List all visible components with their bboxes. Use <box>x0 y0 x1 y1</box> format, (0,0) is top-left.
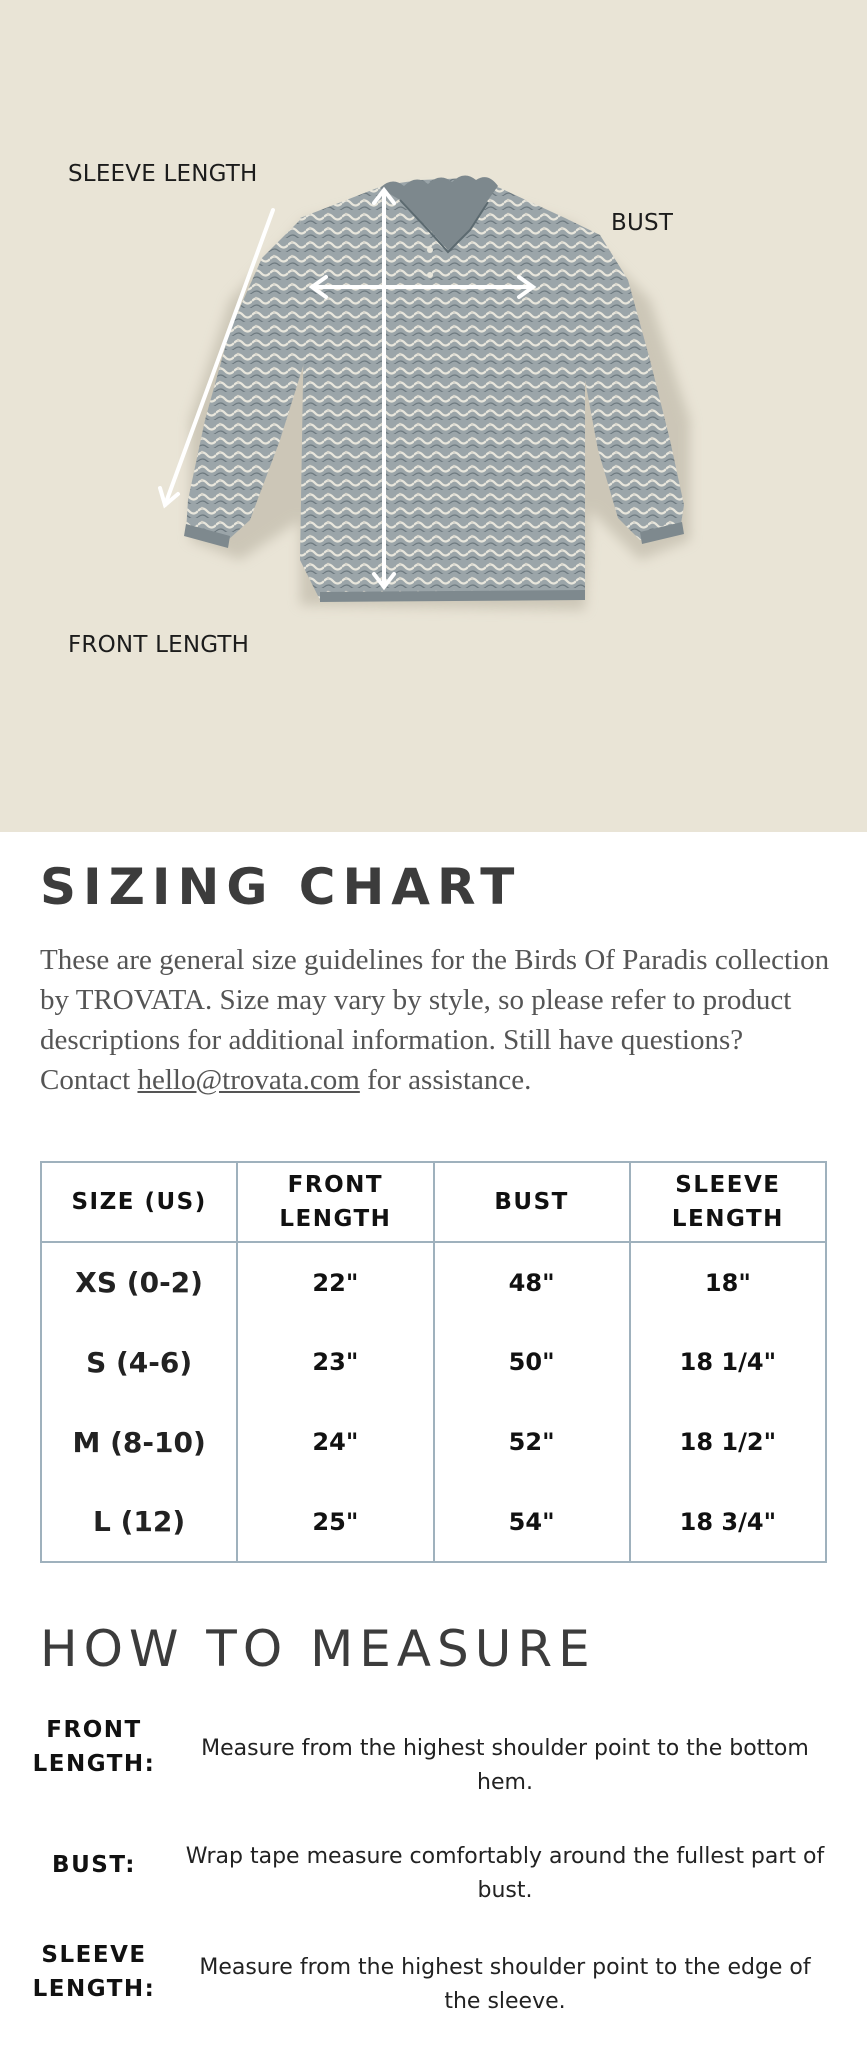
measure-description: Measure from the highest shoulder point to the bottom hem. <box>201 1736 809 1795</box>
sleeve-length-label: SLEEVE LENGTH <box>68 161 258 187</box>
measure-term-line2: LENGTH: <box>32 1976 156 2002</box>
bust-cell: 48" <box>434 1242 630 1322</box>
measure-description: Measure from the highest shoulder point to the edge of the sleeve. <box>199 1955 811 2014</box>
measure-term-line1: FRONT <box>46 1717 142 1743</box>
measure-description: Wrap tape measure comfortably around the fullest part of bust. <box>185 1844 825 1903</box>
table-row <box>41 1242 826 1322</box>
sleeve-length-cell: 18 3/4" <box>630 1482 826 1562</box>
measure-term-line1: SLEEVE <box>41 1942 147 1968</box>
size-cell: S (4-6) <box>41 1322 237 1402</box>
front-length-cell: 22" <box>237 1242 433 1322</box>
size-cell: XS (0-2) <box>41 1242 237 1322</box>
header-size: SIZE (US) <box>41 1162 237 1242</box>
bust-cell: 52" <box>434 1402 630 1482</box>
intro-paragraph <box>40 940 840 1100</box>
sizing-chart-title: SIZING CHART <box>40 858 522 916</box>
intro-text: These are general size guidelines for the Birds Of Paradis collection by TROVATA. Size may vary by style, so please refer to product descriptions for additional information. Still have questions? Contact <box>40 944 830 1096</box>
sleeve-length-cell: 18 1/2" <box>630 1402 826 1482</box>
measure-item-sleeve-length <box>30 1938 840 2014</box>
measure-term <box>30 1713 158 1781</box>
sizing-table <box>40 1161 827 1563</box>
front-length-cell: 23" <box>237 1322 433 1402</box>
sleeve-length-cell: 18" <box>630 1242 826 1322</box>
measure-item-front-length <box>30 1713 840 1795</box>
table-row <box>41 1402 826 1482</box>
header-front-length: FRONT LENGTH <box>237 1162 433 1242</box>
table-header-row <box>41 1162 826 1242</box>
bust-cell: 50" <box>434 1322 630 1402</box>
header-bust: BUST <box>434 1162 630 1242</box>
sleeve-length-cell: 18 1/4" <box>630 1322 826 1402</box>
front-length-label: FRONT LENGTH <box>68 632 250 658</box>
intro-suffix: for assistance. <box>359 1064 532 1096</box>
garment-illustration <box>0 0 867 832</box>
blouse-image <box>0 0 867 832</box>
front-length-cell: 24" <box>237 1402 433 1482</box>
measure-term-line1: BUST: <box>52 1852 136 1878</box>
bust-cell: 54" <box>434 1482 630 1562</box>
measure-item-bust <box>30 1840 840 1916</box>
header-sleeve-length: SLEEVE LENGTH <box>630 1162 826 1242</box>
front-length-cell: 25" <box>237 1482 433 1562</box>
size-cell: L (12) <box>41 1482 237 1562</box>
table-row <box>41 1322 826 1402</box>
measure-term-line2: LENGTH: <box>32 1751 156 1777</box>
measure-term <box>30 1848 158 1882</box>
size-cell: M (8-10) <box>41 1402 237 1482</box>
how-to-measure-title: HOW TO MEASURE <box>40 1620 596 1678</box>
contact-email-link[interactable]: hello@trovata.com <box>137 1064 360 1096</box>
bust-label: BUST <box>611 210 674 236</box>
measure-term <box>30 1938 158 2006</box>
table-row <box>41 1482 826 1562</box>
